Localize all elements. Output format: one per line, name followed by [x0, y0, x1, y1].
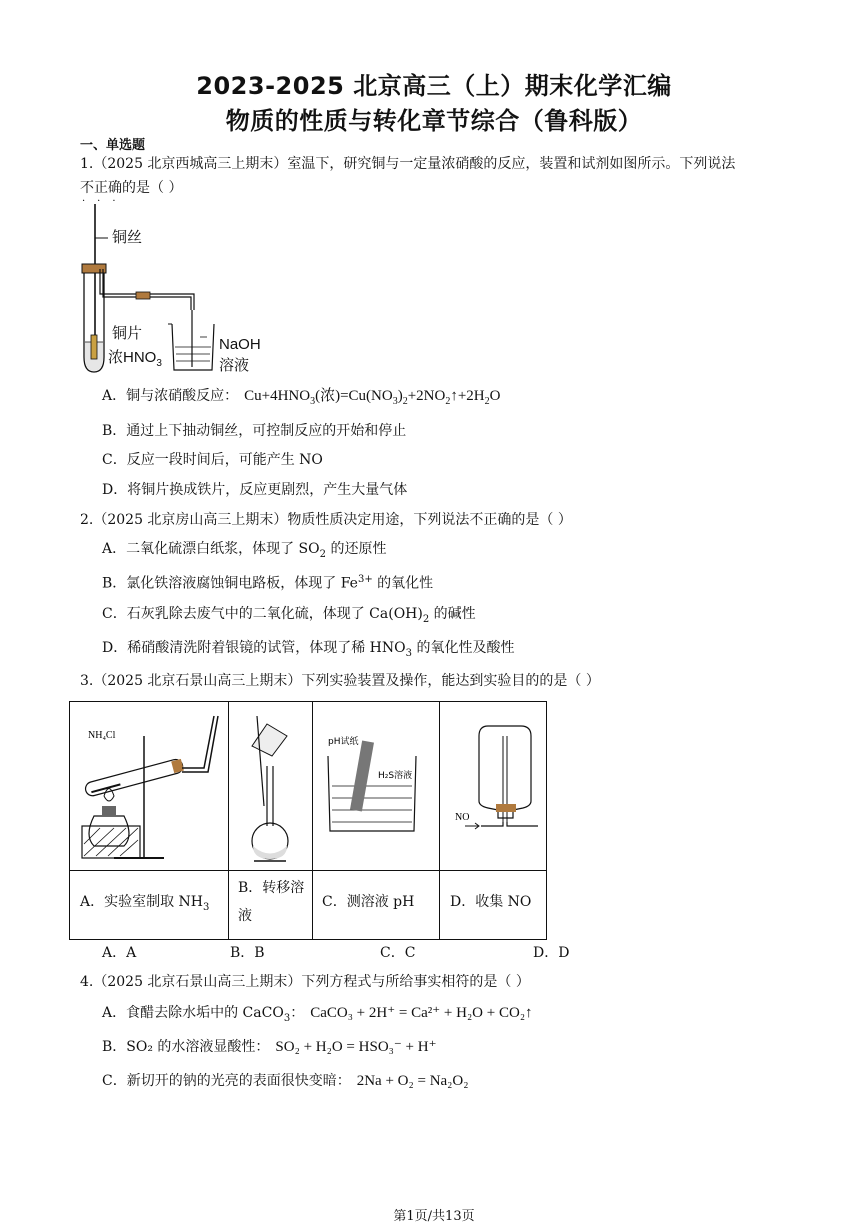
page-number: 第1页/共13页 [393, 1209, 475, 1224]
document-title-line2: 物质的性质与转化章节综合（鲁科版） [225, 107, 643, 135]
q1-label-copper-plate: 铜片 [112, 325, 143, 342]
q1-stem-line2: 不正确的是（ ） [80, 180, 183, 196]
q4-option-c-formula: 2Na + O₂ = Na₂O₂ [356, 1073, 469, 1089]
q1-apparatus-drawing [72, 202, 302, 382]
q1-stem [80, 152, 790, 200]
q3-stem: 3.（2025 北京石景山高三上期末）下列实验装置及操作，能达到实验目的的是（ ） [80, 673, 600, 689]
q1-option-a-formula: $Cu+4HNO_3$(浓)$=Cu(NO_3)_2+2NO_2↑+2H_2O$ [244, 388, 501, 407]
q1-option-a: A．铜与浓硝酸反应： $Cu+4HNO_3$(浓)$=Cu(NO_3)_2+2NO_2↑+2H_2O$ [102, 388, 501, 407]
q3-figure-a [74, 706, 226, 866]
q1-option-c: C．反应一段时间后，可能产生 NO [102, 452, 323, 468]
q3-choice-c: C．C [380, 945, 416, 961]
document-title-line1: 2023-2025 北京高三（上）期末化学汇编 [196, 72, 672, 100]
q2-option-c: C．石灰乳除去废气中的二氧化硫，体现了 $Ca(OH)_2$ 的碱性 [102, 606, 476, 625]
q1-option-d: D．将铜片换成铁片，反应更剧烈，产生大量气体 [102, 482, 408, 498]
q3-choice-a: A．A [102, 945, 137, 961]
q3-cell-b-line1: B．转移溶 [238, 880, 305, 896]
q1-label-naoh: NaOH [219, 336, 261, 353]
q4-option-b-formula: SO₂ + H₂O = HSO₃⁻ + H⁺ [275, 1039, 437, 1055]
q3-apparatus-table [69, 701, 547, 940]
q4-option-a-formula: CaCO₃ + 2H⁺ = Ca²⁺ + H₂O + CO₂↑ [310, 1005, 533, 1021]
q3-choice-b: B．B [230, 945, 265, 961]
q1-label-conc-nitric-acid: 浓$HNO_3$ [108, 349, 162, 369]
q3-cell-b-line2: 液 [238, 908, 252, 924]
q3-label-ph-paper: pH试纸 [328, 737, 359, 747]
q3-figure-c [316, 706, 436, 866]
q3-cell-a: A．实验室制取 $NH_3$ [80, 894, 210, 913]
q3-figure-d [443, 706, 545, 866]
q3-label-nh4cl: NH₄Cl [88, 730, 116, 741]
q3-figure-b [232, 706, 310, 866]
q2-stem: 2.（2025 北京房山高三上期末）物质性质决定用途，下列说法不正确的是（ ） [80, 512, 572, 528]
section-heading: 一、单选题 [80, 138, 146, 153]
q2-option-d: D．稀硝酸清洗附着银镜的试管，体现了稀 $HNO_3$ 的氧化性及酸性 [102, 640, 515, 659]
q1-option-b: B．通过上下抽动铜丝，可控制反应的开始和停止 [102, 423, 407, 439]
q4-option-a: A．食醋去除水垢中的 CaCO$_3$： CaCO₃ + 2H⁺ = Ca²⁺ + H₂O + CO₂↑ [102, 1005, 533, 1024]
q4-option-b: B．SO₂ 的水溶液显酸性： SO₂ + H₂O = HSO₃⁻ + H⁺ [102, 1039, 437, 1055]
emphasis-dots: ··· [82, 196, 128, 207]
q1-stem-line1: 1.（2025 北京西城高三上期末）室温下，研究铜与一定量浓硝酸的反应，装置和试剂如图所示。下列说法 [80, 156, 736, 172]
q1-label-copper-wire: 铜丝 [112, 229, 143, 246]
q1-apparatus-figure [72, 202, 302, 382]
q4-stem: 4.（2025 北京石景山高三上期末）下列方程式与所给事实相符的是（ ） [80, 974, 530, 990]
q2-option-b: B．氯化铁溶液腐蚀铜电路板，体现了 $Fe^{3+}$ 的氧化性 [102, 574, 434, 592]
q3-choice-d: D．D [533, 945, 570, 961]
q3-cell-d: D．收集 NO [450, 894, 532, 910]
q1-label-solution: 溶液 [219, 357, 250, 374]
q3-cell-c: C．测溶液 pH [322, 894, 415, 910]
q2-option-a: A．二氧化硫漂白纸浆，体现了 $SO_2$ 的还原性 [102, 541, 387, 560]
q4-option-c: C．新切开的钠的光亮的表面很快变暗： 2Na + O₂ = Na₂O₂ [102, 1073, 469, 1089]
q3-label-h2s-solution: H₂S溶液 [378, 771, 413, 781]
q3-label-no: NO [455, 812, 470, 823]
